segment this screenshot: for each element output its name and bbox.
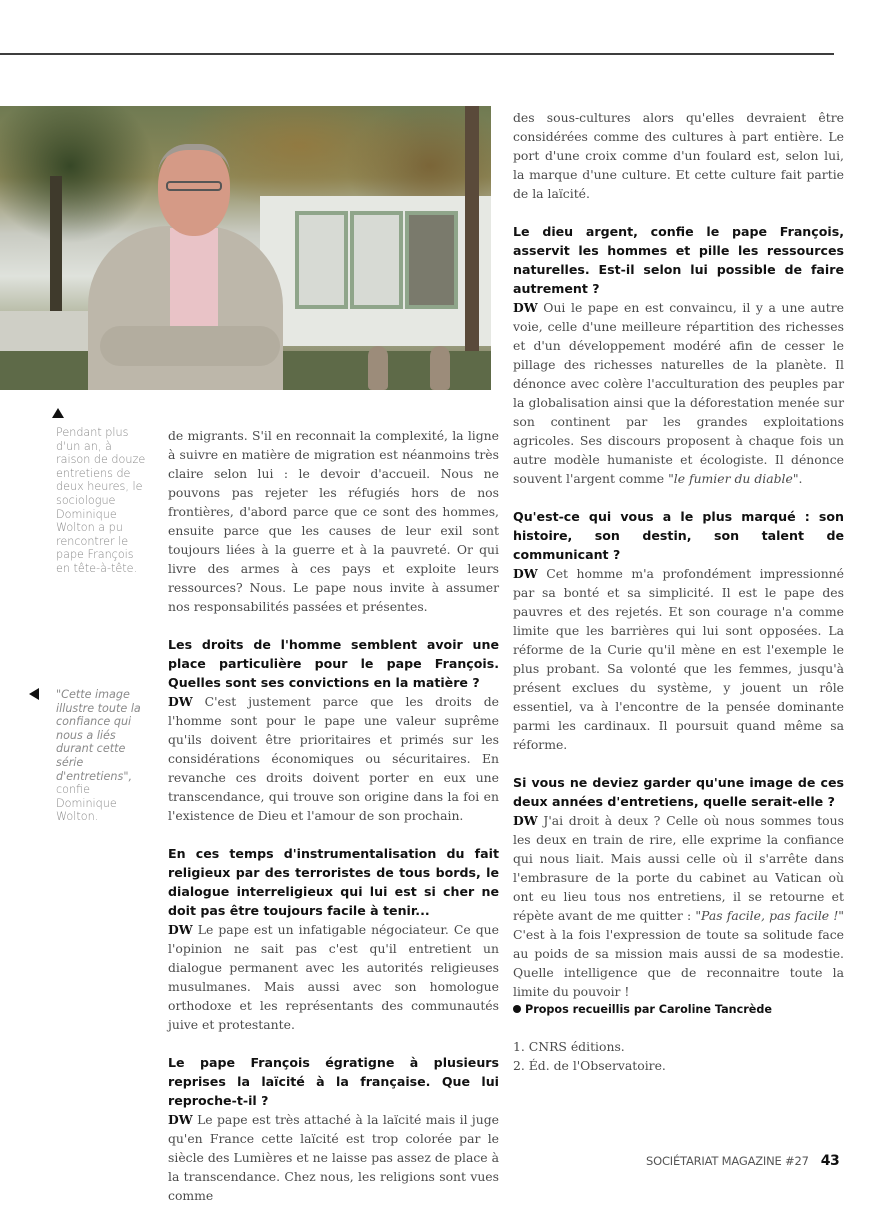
footnotes bbox=[513, 1037, 844, 1075]
speaker-tag: DW bbox=[168, 1112, 193, 1127]
answer-quote: "le fumier du diable" bbox=[668, 471, 799, 486]
intro-paragraph: de migrants. S'il en reconnait la complexité, la ligne à suivre en matière de migration est néanmoins très claire selon lui : le devoir d'accueil. Nous ne pouvons pas rejeter les réfugiés hors de nos frontières, d'abord parce que ce sont des hommes, ensuite parce que les causes de leur exil sont toujours liées à la guerre et à la pauvreté. Or qui livre des armes à ces pays et exploite leurs ressources? Nous. Le pape nous invite à assumer nos responsabilités passées et présentes. bbox=[168, 428, 499, 614]
speaker-tag: DW bbox=[513, 813, 538, 828]
answer: DW Le pape est très attaché à la laïcité mais il juge qu'en France cette laïcité est trop colorée par le siècle des Lumières et ne laisse pas assez de place à la transcendance. Chez nous, les religions sont vues comme bbox=[168, 1112, 499, 1203]
article-column-left bbox=[168, 426, 499, 1205]
continuation-paragraph: des sous-cultures alors qu'elles devraient être considérées comme des cultures à part entière. Le port d'une croix comme d'un foulard est, selon lui, la marque d'une culture. Et cette culture fait partie de la laïcité. bbox=[513, 110, 844, 201]
speaker-tag: DW bbox=[513, 300, 538, 315]
speaker-tag: DW bbox=[168, 694, 193, 709]
answer: DW Cet homme m'a profondément impressionné par sa bonté et sa simplicité. Il est le pape des pauvres et des rejetés. Et son courage n'a comme limite que les barrières qui lui sont opposées. La réforme de la Curie qu'il mène en est l'exemple le plus probant. Sa volonté que les femmes, jusqu'à présent exclues du système, y jouent un rôle essentiel, va à l'encontre de la pensée dominante parmi les cardinaux. Il poursuit quand même sa réforme. bbox=[513, 566, 844, 752]
photo-caption: Pendant plus d'un an, à raison de douze entretiens de deux heures, le sociologue Dominique Wolton a pu rencontrer le pape François en tête-à-tête. bbox=[56, 426, 146, 575]
top-rule bbox=[0, 53, 834, 55]
bullet-icon bbox=[513, 1005, 521, 1013]
triangle-up-icon bbox=[52, 408, 64, 418]
footnote: 2. Éd. de l'Observatoire. bbox=[513, 1058, 666, 1073]
question: Le dieu argent, confie le pape François, asservit les hommes et pille les ressources naturelles. Est-il selon lui possible de faire autrement ? bbox=[513, 224, 844, 296]
question: Le pape François égratigne à plusieurs reprises la laïcité à la française. Que lui reproche-t-il ? bbox=[168, 1055, 499, 1108]
photo-person-glasses bbox=[166, 181, 222, 191]
footnote: 1. CNRS éditions. bbox=[513, 1039, 625, 1054]
answer-quote: "Pas facile, pas facile !" bbox=[695, 908, 844, 923]
photo-tree bbox=[465, 106, 479, 390]
quote-caption bbox=[56, 688, 146, 824]
byline: Propos recueillis par Caroline Tancrède bbox=[513, 1001, 844, 1018]
speaker-tag: DW bbox=[513, 566, 538, 581]
magazine-name: SOCIÉTARIAT MAGAZINE #27 bbox=[646, 1154, 809, 1168]
portrait-photo bbox=[0, 106, 491, 390]
question: En ces temps d'instrumentalisation du fait religieux par des terroristes de tous bords, le dialogue interreligieux qui lui est si cher ne doit pas être toujours facile à tenir... bbox=[168, 846, 499, 918]
speaker-tag: DW bbox=[168, 922, 193, 937]
article-column-right bbox=[513, 108, 844, 1075]
question: Qu'est-ce qui vous a le plus marqué : son histoire, son destin, son talent de communicant ? bbox=[513, 509, 844, 562]
photo-person-arms bbox=[100, 326, 280, 366]
photo-window bbox=[295, 211, 348, 309]
quote-caption-attribution: confie Dominique Wolton. bbox=[56, 783, 117, 824]
photo-window bbox=[350, 211, 403, 309]
triangle-left-icon bbox=[29, 688, 39, 700]
question: Les droits de l'homme semblent avoir une place particulière pour le pape François. Quelles sont ses convictions en la matière ? bbox=[168, 637, 499, 690]
photo-statue bbox=[368, 346, 388, 390]
answer: DW Le pape est un infatigable négociateur. Ce que l'opinion ne sait pas c'est qu'il entretient un dialogue permanent avec les autorités religieuses musulmanes. Mais aussi avec son homologue orthodoxe et les représentants des communautés juive et protestante. bbox=[168, 922, 499, 1032]
answer: DW Oui le pape en est convaincu, il y a une autre voie, celle d'une meilleure répartition des richesses et d'un développement modéré afin de cesser le pillage des richesses naturelles de la planète. Il dénonce avec colère l'acculturation des peuples par la globalisation ainsi que la déforestation menée sur son continent par les grandes exploitations agricoles. Ses discours proposent à chaque fois un autre modèle humaniste et écologiste. Il dénonce souvent l'argent comme "le fumier du diable". bbox=[513, 300, 844, 486]
page-footer bbox=[646, 1153, 839, 1169]
photo-statue bbox=[430, 346, 450, 390]
photo-person-shirt bbox=[170, 228, 218, 338]
question: Si vous ne deviez garder qu'une image de ces deux années d'entretiens, quelle serait-elle ? bbox=[513, 775, 844, 809]
quote-caption-quote: "Cette image illustre toute la confiance qui nous a liés durant cette série d'entretiens", bbox=[56, 688, 141, 783]
photo-window bbox=[405, 211, 458, 309]
photo-tree bbox=[50, 176, 62, 316]
answer: DW C'est justement parce que les droits de l'homme sont pour le pape une valeur suprême qu'ils doivent être prioritaires et primés sur les considérations économiques ou sécuritaires. En revanche ces droits doivent porter en eux une transcendance, qui trouve son origine dans la foi en l'existence de Dieu et l'amour de son prochain. bbox=[168, 694, 499, 823]
page-number: 43 bbox=[820, 1153, 840, 1169]
answer: DW J'ai droit à deux ? Celle où nous sommes tous les deux en train de rire, elle exprime la confiance qui nous liait. Mais aussi celle où il s'arrête dans l'embrasure de la porte du cabinet au Vatican où ont eu lieu tous nos entretiens, il se retourne et répète avant de me quitter : "Pas facile, pas facile !" C'est à la fois l'expression de toute sa solitude face au poids de sa mission mais aussi de sa modestie. Quelle intelligence que de reconnaitre toute la limite du pouvoir ! bbox=[513, 813, 844, 999]
